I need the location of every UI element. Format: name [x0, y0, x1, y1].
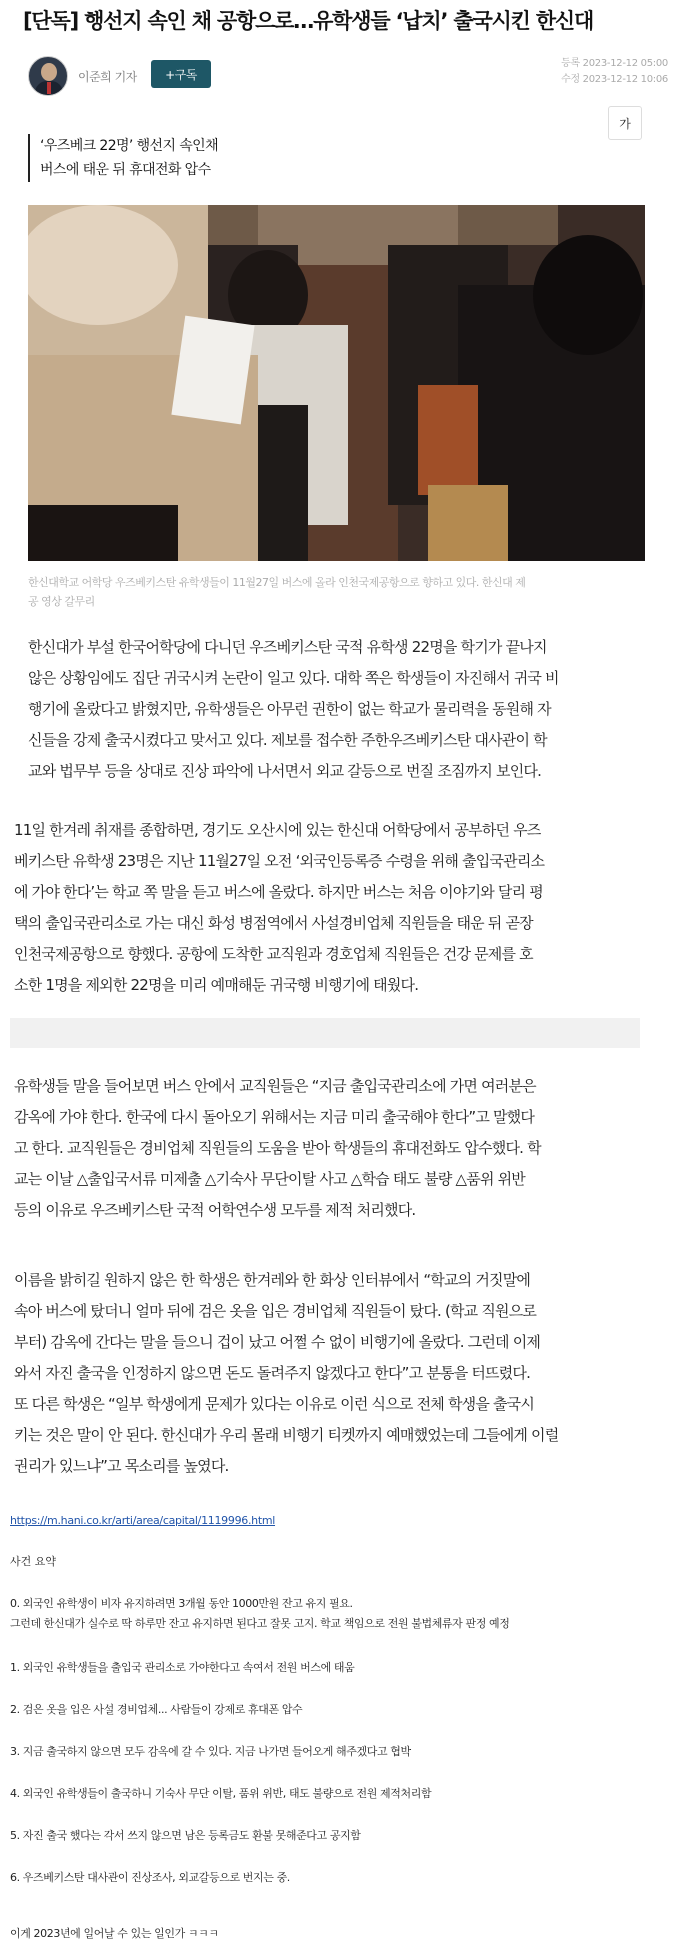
article-paragraph	[14, 815, 544, 1001]
subhead-line: ‘우즈베크 22명’ 행선지 속인채	[40, 138, 219, 154]
paragraph-line: 속아 버스에 탔더니 얼마 뒤에 검은 옷을 입은 경비업체 직원들이 탔다. (학교 직원으로	[14, 1302, 537, 1320]
registered-date: 등록 2023-12-12 05:00	[561, 58, 668, 69]
caption-line: 한신대학교 어학당 우즈베키스탄 유학생들이 11월27일 버스에 올라 인천국제공항으로 향하고 있다. 한신대 제	[28, 576, 526, 589]
paragraph-line: 신들을 강제 출국시켰다고 맞서고 있다. 제보를 접수한 주한우즈베키스탄 대사관이 학	[28, 731, 547, 749]
paragraph-line: 또 다른 학생은 “일부 학생에게 문제가 있다는 이유로 이런 식으로 전체 학생을 출국시	[14, 1395, 535, 1413]
summary-line: 0. 외국인 유학생이 비자 유지하려면 3개월 동안 1000만원 잔고 유지 필요.	[10, 1597, 353, 1610]
article-subhead	[28, 134, 218, 182]
ad-placeholder	[10, 1018, 640, 1048]
paragraph-line: 감옥에 가야 한다. 한국에 다시 돌아오기 위해서는 지금 미리 출국해야 한다”고 말했다	[14, 1108, 535, 1126]
summary-item	[10, 1594, 510, 1634]
article-headline: [단독] 행선지 속인 채 공항으로…유학생들 ‘납치’ 출국시킨 한신대	[23, 9, 594, 33]
paragraph-line: 않은 상황임에도 집단 귀국시켜 논란이 일고 있다. 대학 쪽은 학생들이 자진해서 귀국 비	[28, 669, 559, 687]
paragraph-line: 베키스탄 유학생 23명은 지난 11월27일 오전 ‘외국인등록증 수령을 위해 출입국관리소	[14, 852, 545, 870]
paragraph-line: 이름을 밝히길 원하지 않은 한 학생은 한겨레와 한 화상 인터뷰에서 “학교의 거짓말에	[14, 1271, 531, 1289]
paragraph-line: 택의 출입국관리소로 가는 대신 화성 병점역에서 사설경비업체 직원들을 태운 뒤 곧장	[14, 914, 533, 932]
paragraph-line: 키는 것은 말이 안 된다. 한신대가 우리 몰래 비행기 티켓까지 예매했었는데 그들에게 이럴	[14, 1426, 559, 1444]
subscribe-button[interactable]: +구독	[151, 60, 211, 88]
summary-item: 2. 검은 옷을 입은 사설 경비업체... 사람들이 강제로 휴대폰 압수	[10, 1703, 303, 1716]
summary-item: 5. 자진 출국 했다는 각서 쓰지 않으면 남은 등록금도 환불 못해준다고 공지함	[10, 1829, 361, 1842]
summary-item: 1. 외국인 유학생들을 출입국 관리소로 가야한다고 속여서 전원 버스에 태움	[10, 1661, 355, 1674]
article-photo	[28, 205, 645, 561]
article-paragraph	[28, 632, 559, 787]
caption-line: 공 영상 갈무리	[28, 595, 95, 608]
paragraph-line: 한신대가 부설 한국어학당에 다니던 우즈베키스탄 국적 유학생 22명을 학기가 끝나지	[28, 638, 547, 656]
source-link[interactable]: https://m.hani.co.kr/arti/area/capital/1119996.html	[10, 1514, 276, 1527]
paragraph-line: 교와 법무부 등을 상대로 진상 파악에 나서면서 외교 갈등으로 번질 조짐까지 보인다.	[28, 762, 542, 780]
paragraph-line: 부터) 감옥에 간다는 말을 들으니 겁이 났고 어쩔 수 없이 비행기에 올랐다. 그런데 이제	[14, 1333, 541, 1351]
paragraph-line: 권리가 있느냐”고 목소리를 높였다.	[14, 1457, 229, 1475]
reporter-name[interactable]: 이준희 기자	[78, 70, 137, 84]
bus-interior-photo	[28, 205, 645, 561]
summary-title: 사건 요약	[10, 1555, 57, 1568]
summary-line: 그런데 한신대가 실수로 딱 하루만 잔고 유지하면 된다고 잘못 고지. 학교 책임으로 전원 불법체류자 판정 예정	[10, 1617, 510, 1630]
paragraph-line: 소한 1명을 제외한 22명을 미리 예매해둔 귀국행 비행기에 태웠다.	[14, 976, 419, 994]
article-paragraph	[14, 1265, 558, 1482]
reporter-avatar[interactable]	[28, 56, 68, 96]
article-paragraph	[14, 1071, 541, 1226]
paragraph-line: 와서 자진 출국을 인정하지 않으면 돈도 돌려주지 않겠다고 한다”고 분통을 터뜨렸다.	[14, 1364, 531, 1382]
closing-comment: 이게 2023년에 일어날 수 있는 일인가 ㅋㅋㅋ	[10, 1927, 219, 1940]
photo-caption	[28, 573, 648, 611]
paragraph-line: 에 가야 한다’는 학교 쪽 말을 듣고 버스에 올랐다. 하지만 버스는 처음 이야기와 달리 평	[14, 883, 543, 901]
paragraph-line: 인천국제공항으로 향했다. 공항에 도착한 교직원과 경호업체 직원들은 건강 문제를 호	[14, 945, 533, 963]
summary-item: 4. 외국인 유학생들이 출국하니 기숙사 무단 이탈, 품위 위반, 태도 불량으로 전원 제적처리함	[10, 1787, 432, 1800]
subhead-line: 버스에 태운 뒤 휴대전화 압수	[40, 162, 211, 178]
byline	[28, 56, 668, 100]
paragraph-line: 교는 이날 △출입국서류 미제출 △기숙사 무단이탈 사고 △학습 태도 불량 △품위 위반	[14, 1170, 525, 1188]
paragraph-line: 행기에 올랐다고 밝혔지만, 유학생들은 아무런 권한이 없는 학교가 물리력을 동원해 자	[28, 700, 551, 718]
paragraph-line: 유학생들 말을 들어보면 버스 안에서 교직원들은 “지금 출입국관리소에 가면 여러분은	[14, 1077, 536, 1095]
paragraph-line: 등의 이유로 우즈베키스탄 국적 어학연수생 모두를 제적 처리했다.	[14, 1201, 416, 1219]
summary-item: 3. 지금 출국하지 않으면 모두 감옥에 갈 수 있다. 지금 나가면 들어오게 해주겠다고 협박	[10, 1745, 411, 1758]
paragraph-line: 고 한다. 교직원들은 경비업체 직원들의 도움을 받아 학생들의 휴대전화도 압수했다. 학	[14, 1139, 541, 1157]
font-size-button[interactable]: 가	[608, 106, 642, 140]
paragraph-line: 11일 한겨레 취재를 종합하면, 경기도 오산시에 있는 한신대 어학당에서 공부하던 우즈	[14, 821, 541, 839]
article-dates	[561, 56, 668, 88]
modified-date: 수정 2023-12-12 10:06	[561, 74, 668, 85]
summary-item: 6. 우즈베키스탄 대사관이 진상조사, 외교갈등으로 번지는 중.	[10, 1871, 290, 1884]
